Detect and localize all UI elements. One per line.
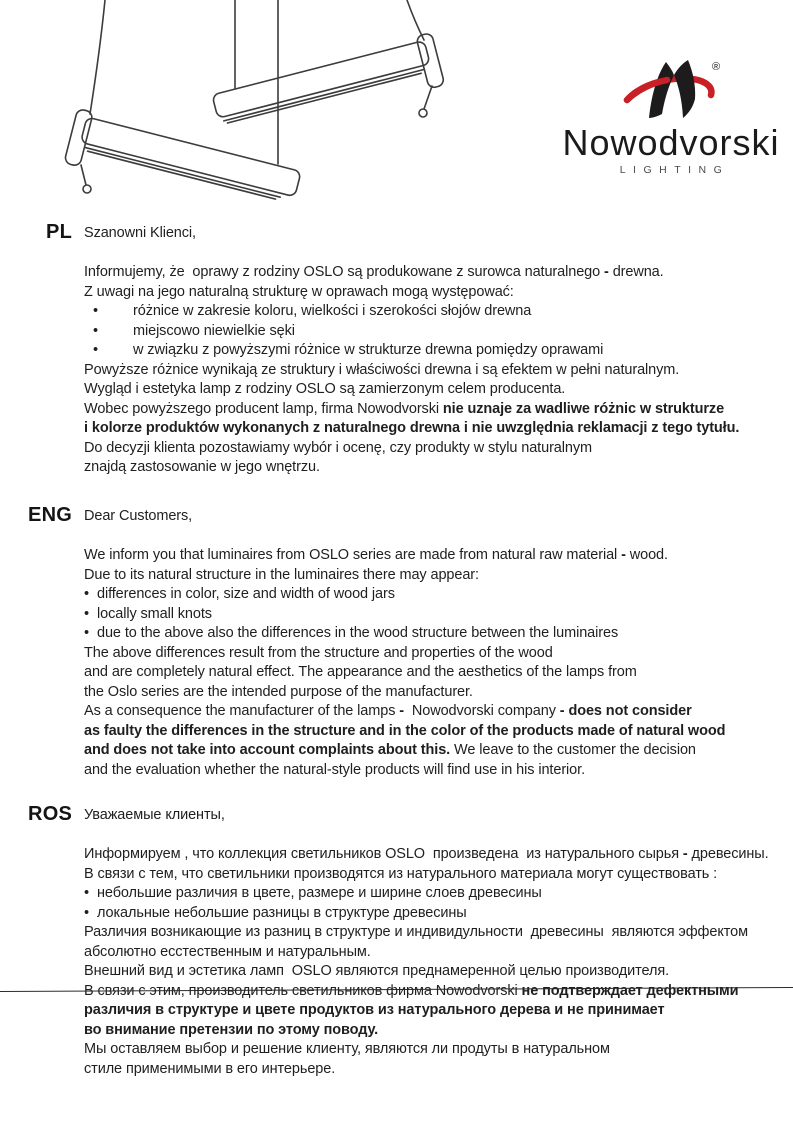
nowodvorski-logo — [548, 60, 793, 176]
pull-cord-ball-front — [83, 185, 91, 193]
bullet-line: • miejscowo niewielkie sęki — [84, 322, 790, 342]
pull-cord-front — [81, 165, 86, 185]
section-label-ros: ROS — [28, 803, 72, 825]
text-line: Z uwagi na jego naturalną strukturę w oprawach mogą występować: — [84, 283, 514, 300]
section-body-ros — [84, 806, 790, 1079]
text-line: В связи с этим, производитель светильников фирма Nowodvorski не подтверждает дефектными — [84, 982, 739, 999]
text-line: Szanowni Klienci, — [84, 225, 196, 241]
text-line: Powyższe różnice wynikają ze struktury i właściwości drewna i są efektem w pełni naturalnym. — [84, 361, 680, 378]
bullet-line: • różnice w zakresie koloru, wielkości i szerokości słojów drewna — [84, 302, 790, 322]
text-line: and the evaluation whether the natural-style products will find use in his interior. — [84, 761, 585, 778]
brand-subtitle: LIGHTING — [619, 164, 730, 176]
text-line — [84, 826, 790, 846]
pull-cord-ball-back — [419, 109, 427, 117]
text-line: различия в структуре и цвете продуктов из натурального дерева и не принимает — [84, 1002, 665, 1018]
bullet-marker: • — [84, 625, 89, 641]
bullet-line: • локальные небольшие разницы в структуре древесины — [84, 904, 790, 924]
back-lamp-bar — [211, 32, 445, 141]
text-line: Wygląd i estetyka lamp z rodziny OSLO są zamierzonym celem producenta. — [84, 381, 566, 397]
text-line: and does not take into account complaints about this. We leave to the customer the decision — [84, 742, 696, 758]
bullet-marker: • — [84, 904, 89, 921]
text-line: В связи с тем, что светильники производятся из натурального материала могут существовать : — [84, 865, 718, 882]
text-line: во внимание претензии по этому поводу. — [84, 1021, 379, 1038]
text-line: and are completely natural effect. The appearance and the aesthetics of the lamps from — [84, 664, 637, 680]
brand-name: Nowodvorski — [562, 122, 780, 163]
text-line: Внешний вид и эстетика ламп OSLO являются преднамеренной целью производителя. — [84, 963, 670, 979]
bullet-line: • небольшие различия в цвете, размере и ширине слоев древесины — [84, 884, 790, 904]
text-line: znajdą zastosowanie w jego wnętrzu. — [84, 459, 320, 475]
text-line: абсолютно есстественным и натуральным. — [84, 943, 371, 960]
bullet-marker: • — [93, 322, 98, 339]
section-label-eng: ENG — [28, 504, 72, 526]
text-line: The above differences result from the structure and properties of the wood — [84, 644, 553, 661]
front-lamp-bar — [64, 108, 303, 215]
bullet-marker: • — [84, 605, 89, 622]
bullet-marker: • — [93, 303, 98, 319]
bullet-line: • due to the above also the differences in the wood structure between the luminaires — [84, 624, 790, 644]
bullet-line: • differences in color, size and width of wood jars — [84, 585, 790, 605]
cable-right — [407, 0, 424, 40]
bullet-line: • w związku z powyższymi różnice w strukturze drewna pomiędzy oprawami — [84, 341, 790, 361]
text-line: Мы оставляем выбор и решение клиенту, являются ли продуты в натуральном — [84, 1041, 610, 1057]
text-line: стиле применимыми в его интерьере. — [84, 1060, 336, 1077]
section-body-eng — [84, 507, 790, 780]
text-line: Dear Customers, — [84, 508, 193, 524]
text-line: the Oslo series are the intended purpose of the manufacturer. — [84, 683, 473, 700]
text-line: Wobec powyższego producent lamp, firma Nowodvorski nie uznaje za wadliwe różnic w strukturze — [84, 400, 725, 417]
cable-left — [90, 0, 105, 114]
text-line: Informujemy, że oprawy z rodziny OSLO są produkowane z surowca naturalnego - drewna. — [84, 264, 664, 280]
pull-cord-back — [424, 86, 432, 109]
bullet-line: • locally small knots — [84, 605, 790, 625]
bullet-marker: • — [84, 885, 89, 901]
text-line — [84, 527, 790, 547]
text-line: Уважаемые клиенты, — [84, 807, 225, 823]
text-line: Различия возникающие из разниц в структуре и индивидульности древесины являются эффектом — [84, 924, 748, 940]
bullet-marker: • — [93, 342, 98, 358]
oslo-pendant-lamps-illustration — [55, 0, 465, 215]
registered-trademark-icon: ® — [712, 61, 721, 73]
text-line: as faulty the differences in the structure and in the color of the products made of natural wood — [84, 722, 726, 739]
section-body-pl — [84, 224, 790, 478]
section-label-pl: PL — [46, 221, 72, 243]
text-line — [84, 244, 790, 264]
nowodvorski-mark-icon — [619, 60, 723, 122]
text-line: Информируем , что коллекция светильников OSLO произведена из натурального сырья - древесины. — [84, 846, 769, 862]
text-line: Due to its natural structure in the luminaires there may appear: — [84, 566, 479, 583]
text-line: We inform you that luminaires from OSLO series are made from natural raw material - wood. — [84, 547, 668, 563]
text-line: As a consequence the manufacturer of the lamps - Nowodvorski company - does not consider — [84, 703, 692, 719]
text-line: i kolorze produktów wykonanych z naturalnego drewna i nie uwzględnia reklamacji z tego tytułu. — [84, 420, 740, 436]
bullet-marker: • — [84, 586, 89, 602]
text-line: Do decyzji klienta pozostawiamy wybór i ocenę, czy produkty w stylu naturalnym — [84, 439, 592, 456]
